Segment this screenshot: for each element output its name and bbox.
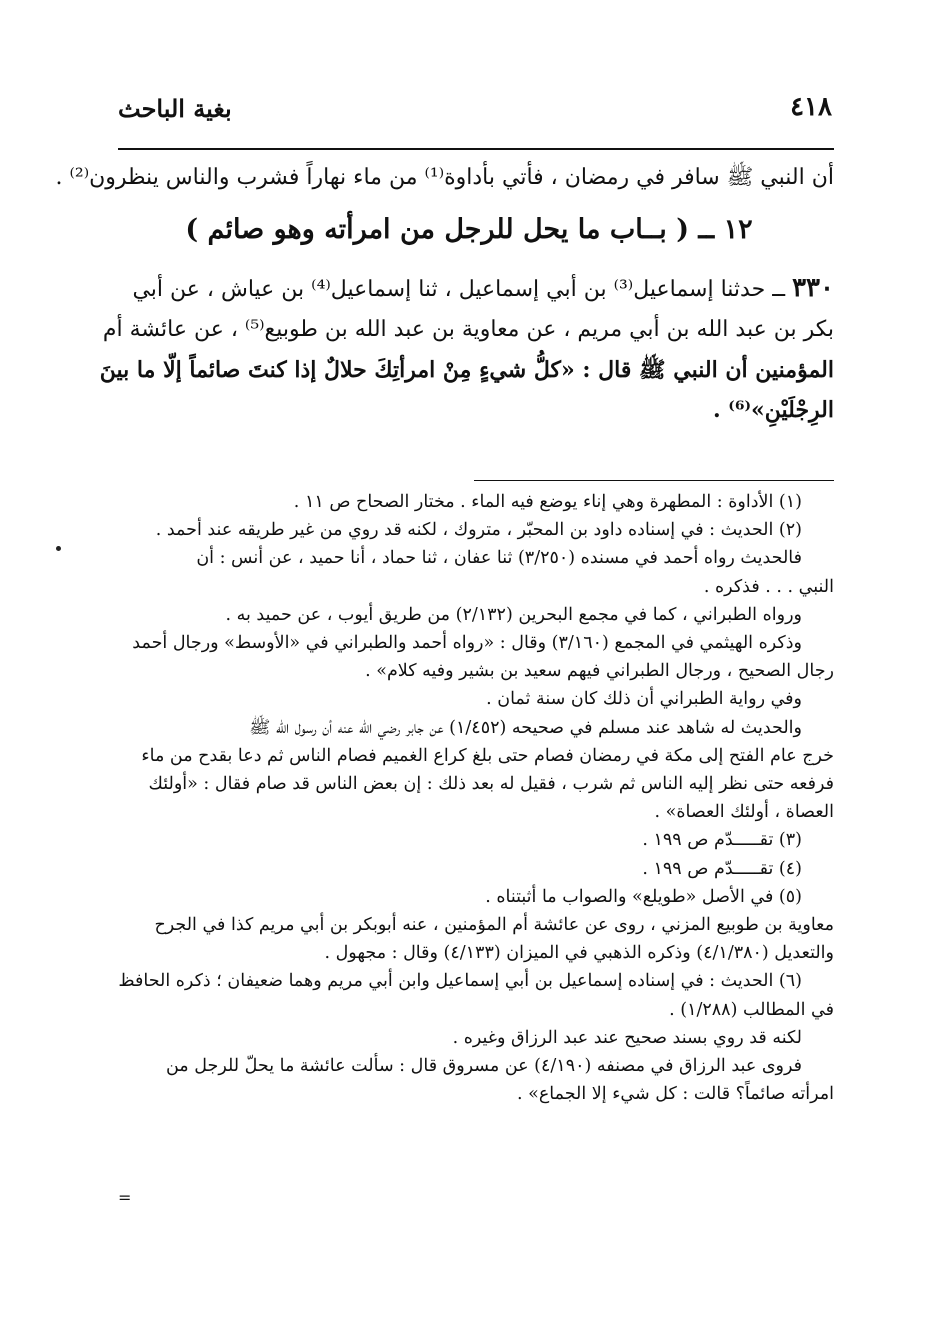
book-title: بغية الباحث	[118, 94, 232, 123]
hadith-line-2: بكر بن عبد الله بن أبي مريم ، عن معاوية بن عبد الله بن طوبيع⁽⁵⁾ ، عن عائشة أم	[102, 317, 834, 342]
footnote-line: فالحديث رواه أحمد في مسنده (٣/٢٥٠) ثنا عفان ، ثنا حماد ، أنا حميد ، عن أنس : أن	[196, 548, 802, 569]
footnote-line: في المطالب (١/٢٨٨) .	[669, 999, 834, 1020]
footnote-line: النبي . . . فذكره .	[703, 576, 834, 597]
footnote-line: معاوية بن طوبيع المزني ، روى عن عائشة أم المؤمنين ، عنه أبوبكر بن أبي مريم كذا في الجرح	[154, 915, 834, 936]
intro-line: أن النبي ﷺ سافر في رمضان ، فأتي بأداوة⁽¹⁾ من ماء نهاراً فشرب والناس ينظرون⁽²⁾ .	[55, 165, 834, 190]
footnote-line: (٦) الحديث : في إسناده إسماعيل بن أبي إسماعيل وابن أبي مريم وهما ضعيفان ؛ ذكره الحافظ	[118, 971, 802, 992]
page-number: ٤١٨	[790, 92, 832, 122]
footnote-line: وذكره الهيثمي في المجمع (٣/١٦٠) وقال : «رواه أحمد والطبراني في «الأوسط» ورجال أحمد	[132, 633, 802, 654]
footnote-line: ورواه الطبراني ، كما في مجمع البحرين (٢/١٣٢) من طريق أيوب ، عن حميد به .	[225, 604, 802, 625]
hadith-line-3: المؤمنين أن النبي ﷺ قال : «كلُّ شيءٍ مِنْ امرأتِكَ حلالٌ إذا كنتَ صائماً إلّا ما بينَ	[99, 357, 834, 383]
footnote-line: فرفعه حتى نظر إليه الناس ثم شرب ، فقيل له بعد ذلك : إن بعض الناس قد صام فقال : «أولئك	[148, 774, 834, 795]
hadith-line-1: ٣٣٠ ــ حدثنا إسماعيل⁽³⁾ بن أبي إسماعيل ، ثنا إسماعيل⁽⁴⁾ بن عياش ، عن أبي	[132, 273, 834, 303]
hadith-number: ٣٣٠	[792, 273, 834, 303]
margin-mark: =	[118, 1188, 132, 1207]
footnote-line: (٢) الحديث : في إسناده داود بن المحبّر ، متروك ، لكنه قد روي من غير طريقه عند أحمد .	[155, 520, 802, 541]
footnote-line: والتعديل (٤/١/٣٨٠) وذكره الذهبي في الميزان (٤/١٣٣) وقال : مجهول .	[324, 943, 834, 964]
page-header	[118, 92, 832, 132]
footnote-line: (١) الأداوة : المطهرة وهي إناء يوضع فيه الماء . مختار الصحاح ص ١١ .	[293, 492, 802, 512]
footnote-line: امرأته صائماً؟ قالت : كل شيء إلا الجماع» .	[517, 1084, 834, 1105]
footnote-line: فروى عبد الرزاق في مصنفه (٤/١٩٠) عن مسروق قال : سألت عائشة ما يحلّ للرجل من	[165, 1056, 802, 1077]
footnote-line: لكنه قد روي بسند صحيح عند عبد الرزاق وغيره .	[452, 1027, 802, 1048]
footnote-line: والحديث له شاهد عند مسلم في صحيحه (١/٤٥٢) عن جابر رضي الله عنه أن رسول الله ﷺ	[249, 717, 802, 738]
hadith-line-4: الرِجْلَيْنِ»⁽⁶⁾ .	[712, 397, 834, 423]
header-divider	[118, 148, 834, 150]
footnote-line: (٣) تقـــــدّم ص ١٩٩ .	[642, 830, 802, 851]
footnote-line: العصاة ، أولئك العصاة» .	[654, 802, 834, 823]
footnote-line: رجال الصحيح ، ورجال الطبراني فيهم سعيد بن بشير وفيه كلام» .	[365, 661, 834, 682]
chapter-heading: ١٢ ــ ( بــاب ما يحل للرجل من امرأته وهو صائم )	[185, 214, 753, 245]
footnote-divider	[474, 480, 834, 481]
footnote-line: (٤) تقـــــدّم ص ١٩٩ .	[642, 858, 802, 879]
footnote-line: (٥) في الأصل «طويلع» والصواب ما أثبتناه .	[485, 886, 802, 907]
main-text	[55, 158, 834, 430]
footnote-line: وفي رواية الطبراني أن ذلك كان سنة ثمان .	[486, 689, 802, 710]
ink-dot	[56, 546, 61, 551]
footnote-line: خرج عام الفتح إلى مكة في رمضان فصام حتى بلغ كراع الغميم فصام الناس ثم دعا بقدح من ماء	[141, 745, 834, 766]
footnotes	[104, 488, 834, 1108]
